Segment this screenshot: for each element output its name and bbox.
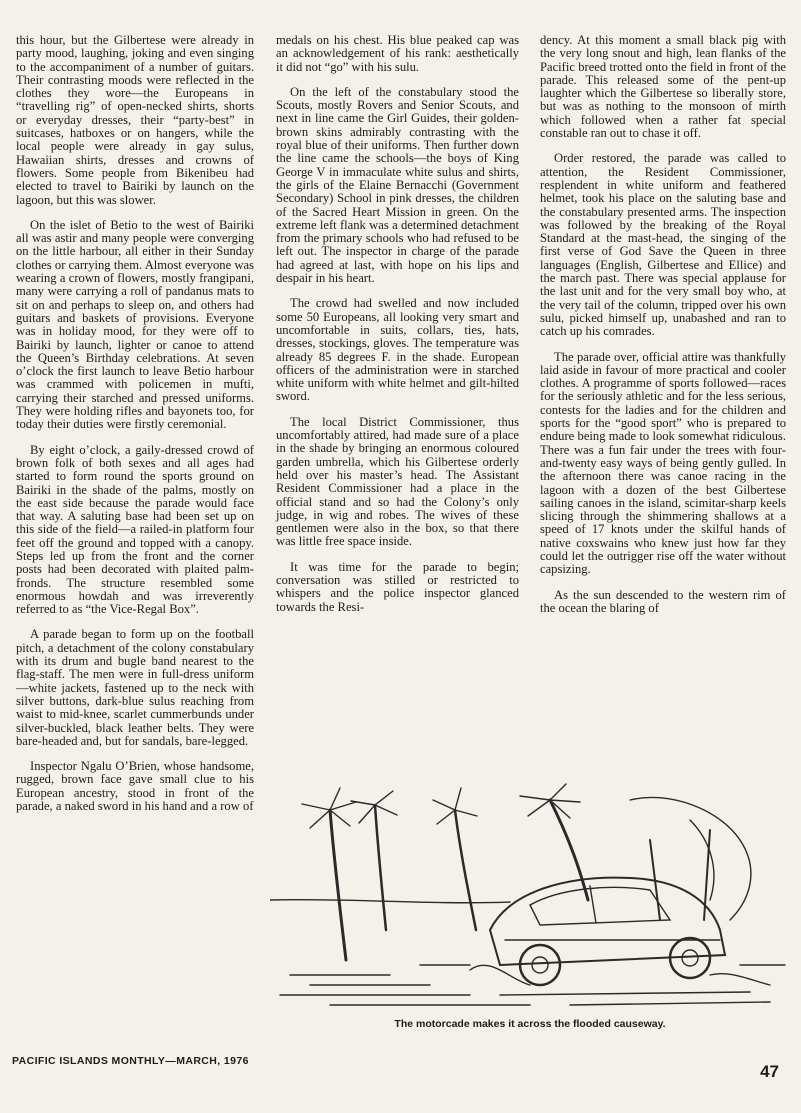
paragraph: dency. At this moment a small black pig with the very long snout and high, lean flanks of the Pacific breed trotted onto the field in front of the parade. This released some of the pent-up laughter which the Gilbertese so liberally store, but was as nothing to the monsoon of mirth which followed when a rather fat special constable ran out to chase it off. <box>540 33 786 141</box>
article-column-3 <box>540 34 786 627</box>
paragraph: Inspector Ngalu O’Brien, whose handsome, rugged, brown face gave small clue to his European ancestry, stood in front of the parade, a naked sword in his hand and a row of <box>16 759 254 814</box>
running-footer: PACIFIC ISLANDS MONTHLY—MARCH, 1976 <box>12 1055 249 1067</box>
paragraph: this hour, but the Gilbertese were already in party mood, laughing, joking and even singing to the accompaniment of a number of guitars. Their contrasting moods were reflected in the clothes they wore—the Europeans in “travelling rig” of open-necked shirts, shorts or everyday dresses, their “party-best” in suitcases, hatboxes or on hangers, while the local people were already in gay sulus, Hawaiian shirts, dresses and crowns of flowers. Some people from Bikenibeu had elected to travel to Bairiki by launch on the lagoon, but this was slower. <box>16 33 254 207</box>
paragraph: On the islet of Betio to the west of Bairiki all was astir and many people were converging on the little harbour, all either in their Sunday clothes or carrying them. Almost everyone was wearing a crown of flowers, mostly frangipani, many were carrying a roll of pandanus mats to sit on and perhaps to sleep on, and others had guitars and baskets of provisions. Everyone was in holiday mood, for they were off to Bairiki by launch, lighter or canoe to attend the Queen’s Birthday celebrations. At seven o’clock the first launch to leave Betio harbour was crammed with policemen in mufti, carrying their starched and pressed uniforms. They were holding rifles and bayonets too, for today their duties were firstly ceremonial. <box>16 217 254 432</box>
paragraph: By eight o’clock, a gaily-dressed crowd of brown folk of both sexes and all ages had started to form round the sports ground on Bairiki in the shade of the palms, mostly on the east side because the parade would face that way. A saluting base had been set up on this side of the field—a railed-in platform four feet off the ground and topped with a canopy. Steps led up from the front and the corner posts had been decorated with plaited palm-fronds. The structure resembled some enormous howdah and was irreverently referred to as “the Vice-Regal Box”. <box>16 442 254 617</box>
paragraph: Order restored, the parade was called to attention, the Resident Commissioner, resplendent in white uniform and feathered helmet, took his place on the saluting base and the constabulary presented arms. The inspection was followed by the breaking of the Royal Standard at the mast-head, the singing of the first verse of God Save the Queen in three languages (English, Gilbertese and Ellice) and the march past. There was special applause for the last unit and for the very small boy who, at the very tail of the column, tripped over his own sulu, picked himself up, unabashed and ran to catch up his comrades. <box>540 151 786 339</box>
paragraph: As the sun descended to the western rim of the ocean the blaring of <box>540 587 786 615</box>
article-column-2 <box>276 34 519 626</box>
causeway-sketch <box>270 780 790 1015</box>
page-number: 47 <box>760 1062 779 1081</box>
paragraph: The parade over, official attire was thankfully laid aside in favour of more practical and cooler clothes. A programme of sports followed—races for the seriously athletic and for the less serious, contests for the ladies and for the children and sports for the “good sport” who is prepared to endure being made to look somewhat ridiculous. There was a fun fair under the trees with four-and-twenty easy ways of being gently gulled. In the afternoon there was canoe racing in the lagoon with a dozen of the best Gilbertese sailing canoes in the island, scimitar-sharp keels slicing through the shimmering shallows at a speed of 17 knots under the skilful hands of native coxswains who knew just how far they could let the outrigger rise off the water without capsizing. <box>540 349 786 577</box>
paragraph: The crowd had swelled and now included some 50 Europeans, all looking very smart and uncomfortable in suits, collars, ties, hats, dresses, stockings, gloves. The temperature was already 85 degrees F. in the shade. European officers of the administration were in starched white uniform with white helmet and gilt-hilted sword. <box>276 296 519 404</box>
paragraph: It was time for the parade to begin; conversation was stilled or restricted to whispers and the police inspector glanced towards the Resi- <box>276 559 519 614</box>
figure-caption: The motorcade makes it across the flooded causeway. <box>394 1018 666 1030</box>
paragraph: medals on his chest. His blue peaked cap was an acknowledgement of his rank: aesthetically it did not “go” with his sulu. <box>276 33 519 74</box>
motorcade-illustration <box>270 780 790 1040</box>
paragraph: On the left of the constabulary stood the Scouts, mostly Rovers and Senior Scouts, and next in line came the Girl Guides, their golden-brown skins admirably contrasting with the royal blue of their uniforms. Then further down the line came the schools—the boys of King George V in immaculate white sulus and shirts, the girls of the Elaine Bernacchi (Government Secondary) School in pink dresses, the children of the Sacred Heart Mission in green. On the extreme left flank was a determined detachment from the primary schools who had refused to be left out. The inspector in charge of the parade had agreed at last, with hope on his lips and despair in his heart. <box>276 84 519 286</box>
article-column-1 <box>16 34 254 825</box>
paragraph: A parade began to form up on the football pitch, a detachment of the colony constabulary with its drum and bugle band nearest to the flag-staff. The men were in full-dress uniform—white jackets, fastened up to the neck with silver buttons, dark-blue sulus reaching from waist to mid-knee, scarlet cummerbunds under silver-buckled, black leather belts. They were bare-headed and, but for sandals, bare-legged. <box>16 627 254 748</box>
paragraph: The local District Commissioner, thus uncomfortably attired, had made sure of a place in the shade by bringing an enormous coloured garden umbrella, which his Gilbertese orderly held over his master’s head. The Assistant Resident Commissioner had a place in the official stand and so had the Colony’s only judge, in wig and robes. The wives of these gentlemen were also in the box, so that there was little free space inside. <box>276 414 519 549</box>
